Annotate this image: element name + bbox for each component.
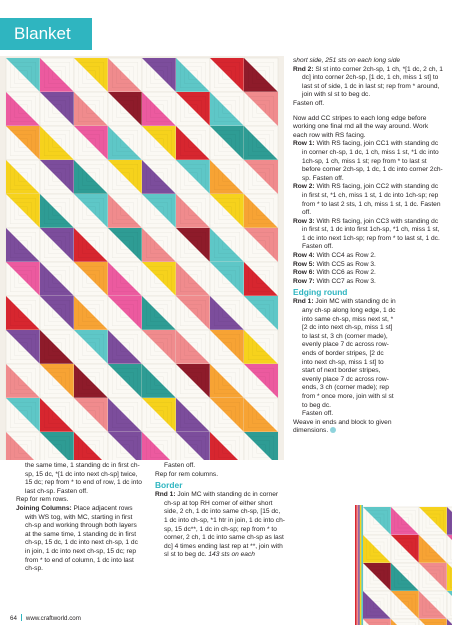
border-stripe — [358, 505, 360, 625]
row5-text: With CC5 as Row 3. — [314, 260, 376, 268]
rep-columns-text: Rep for rem columns. — [155, 470, 219, 478]
border-rnd1-instruction — [155, 491, 285, 560]
row4-instruction — [293, 252, 443, 261]
row1-instruction — [293, 140, 443, 183]
blanket-corner-image — [355, 505, 452, 625]
edging-rnd1-instruction — [293, 298, 396, 410]
rnd2-text: Sl st into corner 2ch-sp, 1 ch, *[1 dc, 2 ch, 1 dc] into corner 2ch-sp, [1 dc, 1 ch, miss 1 st] to last st of side, 1 dc in last st; rep from * around, join with sl st to beg dc. — [302, 65, 443, 99]
pattern-column-middle — [155, 462, 285, 560]
joining-label: Joining Columns: — [16, 504, 72, 512]
row3-label: Row 3: — [293, 217, 315, 225]
fasten-off-text: Fasten off. — [293, 99, 325, 107]
row5-instruction — [293, 261, 443, 270]
row6-label: Row 6: — [293, 269, 315, 277]
row7-instruction — [293, 278, 443, 287]
row2-text: With RS facing, join CC2 with standing dc in first st, *1 ch, miss 1 st, 1 dc into 1ch-sp; rep from * to last 2 sts, 1 ch, miss 1 st, 1 dc. Fasten off. — [302, 183, 441, 217]
row6-text: With CC6 as Row 2. — [314, 269, 376, 277]
weave-instruction: Weave in ends and block to given dimensions. — [293, 418, 392, 435]
pattern-column-left — [16, 462, 142, 574]
row4-label: Row 4: — [293, 252, 315, 260]
row7-text: With CC7 as Row 3. — [314, 277, 376, 285]
rnd2-instruction — [293, 66, 443, 100]
end-mark-icon — [330, 427, 336, 433]
edging-fasten-off: Fasten off. — [302, 410, 334, 418]
pattern-column-right — [293, 57, 443, 436]
border-stripe — [361, 505, 363, 625]
row3-instruction — [293, 218, 443, 252]
page-title: Blanket — [14, 24, 71, 43]
joining-columns-instruction — [16, 505, 142, 574]
weave-text — [293, 419, 396, 436]
row1-label: Row 1: — [293, 140, 315, 148]
section-title-tab — [0, 18, 92, 50]
row1-text: With RS facing, join CC1 with standing dc in corner ch-sp, 1 dc, 1 ch, miss 1 st, *1 dc into 1ch-sp, 1 ch, miss 1 st; rep from * to last st before corner 2ch-sp, 1 dc, 1 dc into corner 2ch-sp. Fasten off. — [302, 140, 443, 182]
border-rnd1-tail: 143 sts on each — [208, 551, 255, 559]
edging-block — [293, 298, 396, 436]
edging-rnd1-text: Join MC with standing dc in any ch-sp along long edge, 1 dc into same ch-sp, miss next st, *[2 dc into next ch-sp, miss 1 st] to last st, 3 ch (corner made), evenly place 7 dc across row-ends of border stripes, [2 dc into next ch-sp, miss 1 st] to start of next border stripes, evenly place 7 dc across row-ends, 3 ch (corner made); rep from * once more, join with sl st to beg dc. — [302, 298, 396, 409]
footer-website: www.craftworld.com — [25, 615, 81, 622]
border-stripe — [357, 505, 359, 625]
footer-divider — [21, 614, 22, 621]
page-number: 64 — [10, 615, 17, 622]
row5-label: Row 5: — [293, 260, 315, 268]
border-heading: Border — [155, 480, 183, 491]
row6-instruction — [293, 269, 443, 278]
edging-rnd1-label: Rnd 1: — [293, 298, 314, 306]
stitch-count-text: short side, 251 sts on each long side — [293, 57, 401, 64]
blanket-pattern-image — [0, 56, 284, 460]
continued-text: the same time, 1 standing dc in first ch-sp, 15 dc, *[1 dc into next ch-sp] twice, 15 dc; rep from * to end of row, 1 dc into last ch-sp. Fasten off. — [25, 462, 142, 495]
fasten-off-mid: Fasten off. — [164, 462, 196, 469]
border-stripe — [360, 505, 362, 625]
border-stripe — [355, 505, 357, 625]
rep-rows-text: Rep for rem rows. — [16, 496, 69, 504]
row2-label: Row 2: — [293, 183, 315, 191]
rnd2-label: Rnd 2: — [293, 65, 314, 73]
blanket-photo — [0, 56, 284, 460]
row7-label: Row 7: — [293, 277, 315, 285]
row2-instruction — [293, 183, 443, 217]
row3-text: With RS facing, join CC3 with standing dc in first st, 1 dc into first 1ch-sp, *1 ch, miss 1 st, 1 dc into next 1ch-sp; rep from * to last st, 1 dc. Fasten off. — [302, 217, 440, 251]
edging-heading: Edging round — [293, 287, 348, 298]
cc-intro-text: Now add CC stripes to each long edge before working one final rnd all the way around. Work each row with RS facing. — [293, 114, 429, 139]
joining-text: Place adjacent rows with WS tog, with MC, starting in first ch-sp and working through both layers at the same time, 1 standing dc in first ch-sp, 15 dc, 1 dc into next ch-sp, 1 dc in join, 1 dc into next ch-sp, 15 dc; rep from * to end of column, 1 dc into last ch-sp. — [25, 504, 138, 573]
blanket-corner-photo — [355, 505, 452, 625]
border-rnd1-label: Rnd 1: — [155, 491, 176, 499]
border-rnd1-text: Join MC with standing dc in corner ch-sp at top RH corner of either short side, 2 ch, 1 dc into same ch-sp, [15 dc, 1 dc into ch-sp, *1 htr in join, 1 dc into ch-sp, 15 dc**, 1 dc in ch-sp; rep from * to corner, 2 ch, 1 dc into same ch-sp as last dc] 4 times ending last rep at **, join with sl st to beg dc. — [164, 491, 285, 559]
row4-text: With CC4 as Row 2. — [314, 252, 376, 260]
page-footer — [10, 614, 81, 622]
